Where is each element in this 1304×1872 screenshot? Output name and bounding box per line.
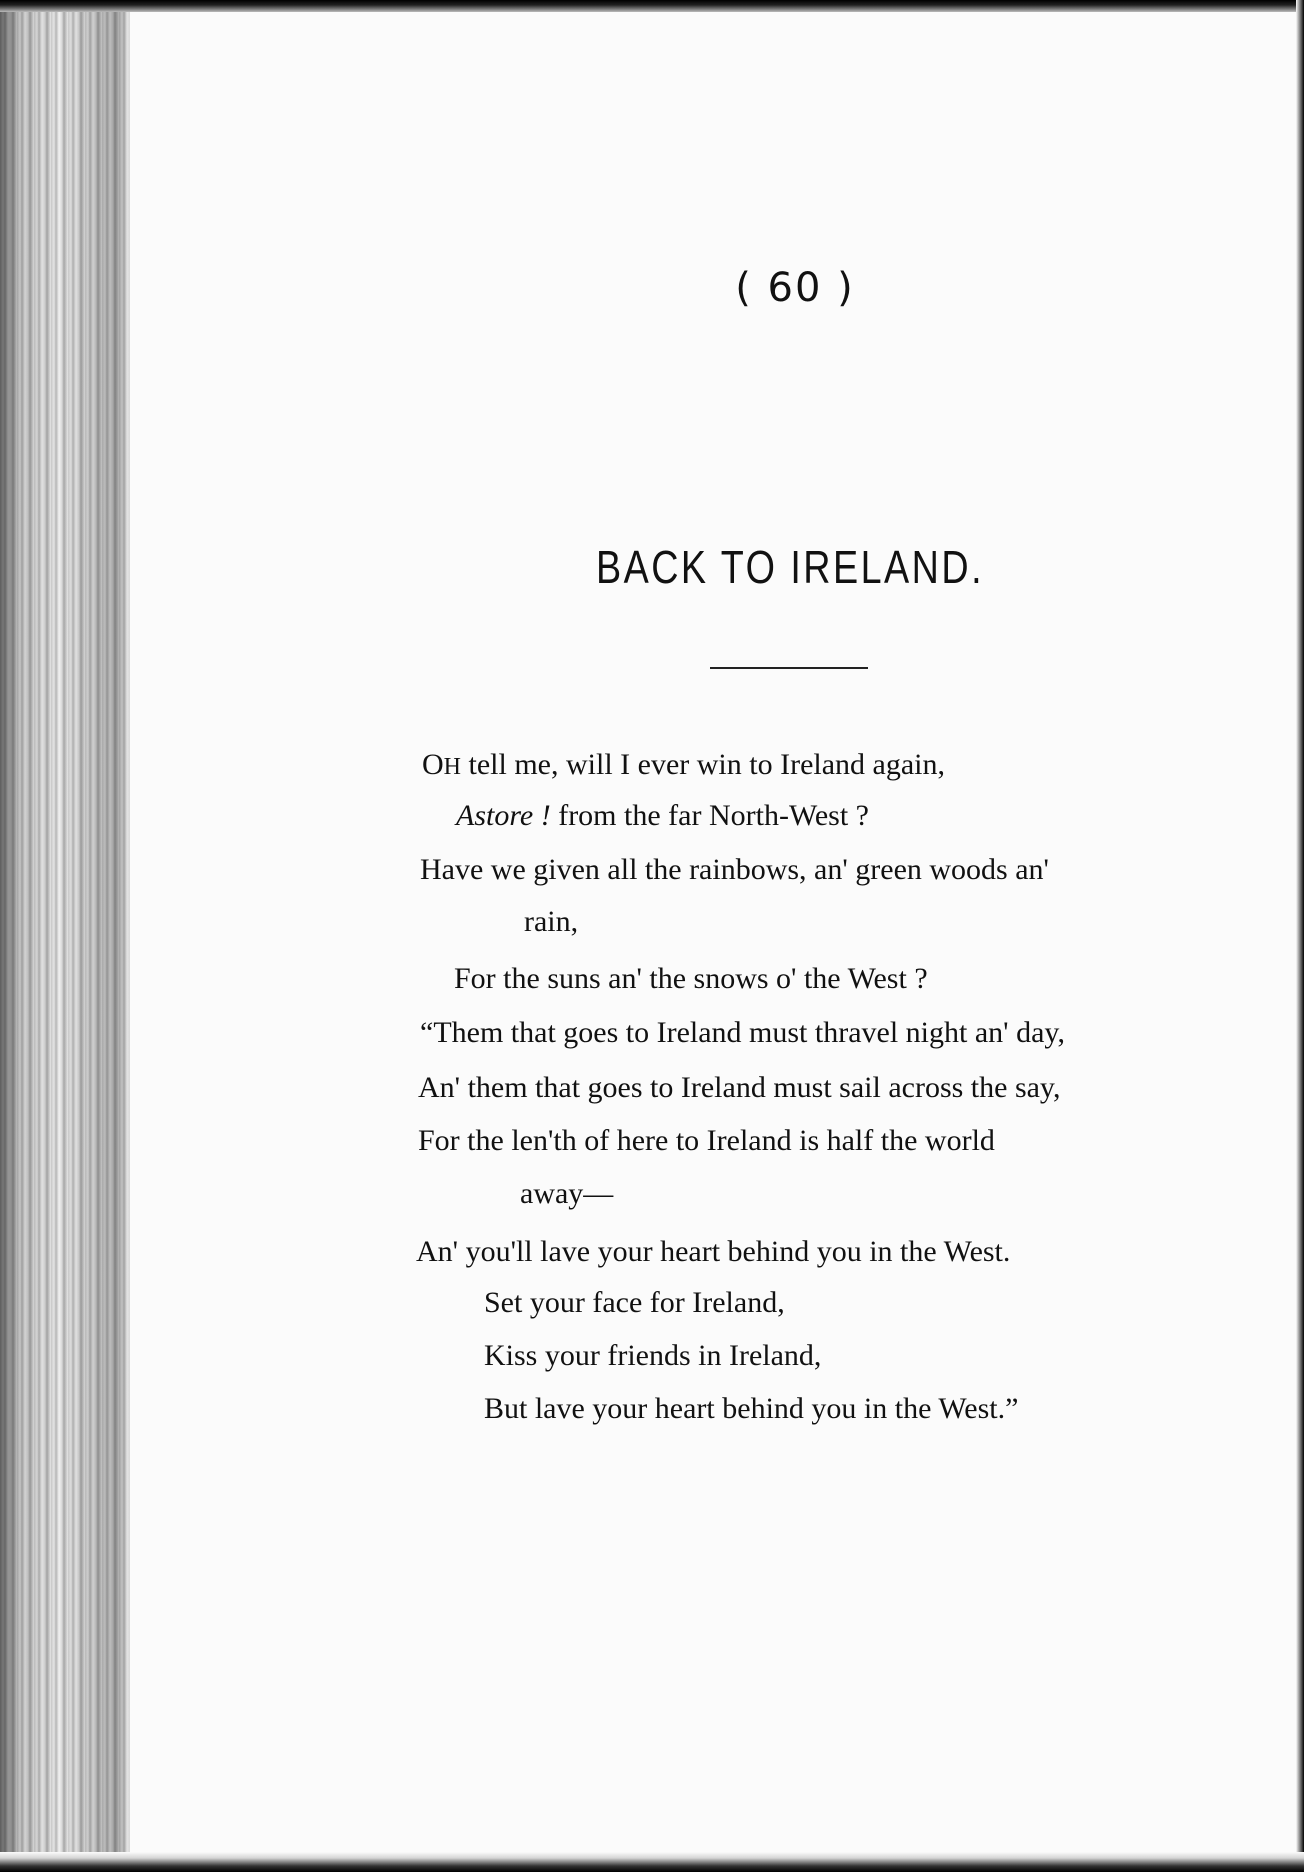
poem-line-1 [422, 748, 945, 782]
poem-line-11: Set your face for Ireland, [484, 1286, 785, 1319]
line-text: tell me, will I ever win to Ireland again, [461, 748, 946, 781]
poem-line-6: “Them that goes to Ireland must thravel night an' day, [420, 1016, 1065, 1049]
poem-line-5: For the suns an' the snows o' the West ? [454, 962, 928, 995]
title-rule [710, 667, 868, 669]
bottom-edge [0, 1852, 1304, 1872]
dropcap: O [422, 748, 444, 781]
poem-line-2 [456, 799, 869, 833]
poem-line-7: An' them that goes to Ireland must sail across the say, [418, 1071, 1061, 1104]
poem-line-10: An' you'll lave your heart behind you in the West. [416, 1235, 1011, 1268]
poem-line-12: Kiss your friends in Ireland, [484, 1339, 822, 1372]
poem-line-13: But lave your heart behind you in the West.” [484, 1392, 1019, 1425]
poem-line-4: rain, [524, 905, 579, 938]
poem-line-9: away— [520, 1177, 614, 1210]
poem-line-3: Have we given all the rainbows, an' green woods an' [420, 853, 1049, 886]
smallcaps: H [443, 754, 462, 780]
poem-title: BACK TO IRELAND. [595, 541, 985, 593]
top-edge [0, 0, 1304, 12]
poem-line-8: For the len'th of here to Ireland is half the world [418, 1124, 995, 1157]
page-number: ( 60 ) [735, 265, 855, 311]
line-text: from the far North-West ? [550, 799, 869, 832]
italic-word: Astore ! [456, 799, 551, 832]
